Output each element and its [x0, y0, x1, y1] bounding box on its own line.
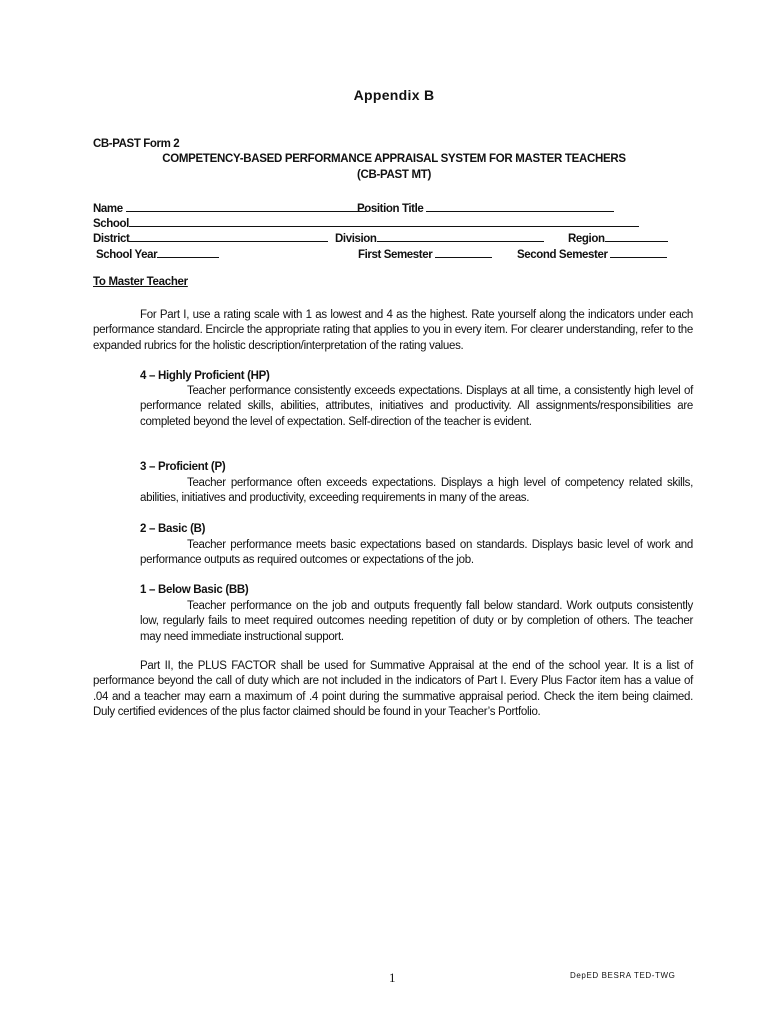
- intro-text: For Part I, use a rating scale with 1 as lowest and 4 as the highest. Rate yourself along the indicators under each performance standard. Encircle the appropriate rating that applies to you in every item. For clearer understanding, refer to the expanded rubrics for the holistic description/interpretation of the rating values.: [93, 309, 693, 352]
- first-semester-blank: [435, 246, 492, 258]
- level-4-text: Teacher performance consistently exceeds expectations. Displays at all time, a consistently high level of performance related skills, abilities, attributes, initiatives and productivity. All assignments/responsibilities are completed beyond the level of expectation. Self-direction of the teacher is evident.: [140, 385, 693, 428]
- school-blank: [129, 215, 639, 227]
- school-year-blank: [157, 246, 219, 258]
- first-semester-field: [358, 246, 492, 261]
- level-1-heading: 1 – Below Basic (BB): [140, 584, 249, 596]
- position-title-field: [357, 200, 614, 215]
- level-3-heading: 3 – Proficient (P): [140, 461, 226, 473]
- school-field: [93, 215, 639, 230]
- level-1-description: [140, 599, 693, 645]
- district-field: [93, 230, 328, 245]
- second-semester-field: [517, 246, 667, 261]
- position-title-label: Position Title: [357, 203, 424, 215]
- district-label: District: [93, 233, 130, 245]
- region-blank: [605, 230, 668, 242]
- division-blank: [377, 230, 544, 242]
- intro-paragraph: [93, 308, 693, 354]
- region-field: [568, 230, 668, 245]
- footer-org: DepED BESRA TED-TWG: [570, 971, 676, 980]
- school-year-label: School Year: [96, 249, 158, 261]
- school-year-field: [96, 246, 219, 261]
- division-label: Division: [335, 233, 377, 245]
- name-field: [93, 200, 366, 215]
- first-semester-label: First Semester: [358, 249, 433, 261]
- level-2-heading: 2 – Basic (B): [140, 523, 206, 535]
- level-3-description: [140, 476, 693, 507]
- page-number: 1: [389, 970, 396, 985]
- school-label: School: [93, 218, 129, 230]
- second-semester-blank: [610, 246, 667, 258]
- level-2-description: [140, 538, 693, 569]
- level-2-text: Teacher performance meets basic expectations based on standards. Displays basic level of work and performance outputs as required outcomes or expectations of the job.: [140, 539, 693, 567]
- part2-paragraph: [93, 659, 693, 721]
- name-blank: [126, 200, 366, 212]
- form-label: CB-PAST Form 2: [93, 138, 180, 150]
- division-field: [335, 230, 544, 245]
- system-subtitle: (CB-PAST MT): [356, 169, 432, 181]
- part2-text: Part II, the PLUS FACTOR shall be used for Summative Appraisal at the end of the school year. It is a list of performance beyond the call of duty which are not included in the indicators of Part I. Every Plus Factor item has a value of .04 and a teacher may earn a maximum of .4 point during the summative appraisal period. Check the item being claimed. Duly certified evidences of the plus factor claimed should be found in your Teacher’s Portfolio.: [93, 660, 693, 719]
- region-label: Region: [568, 233, 605, 245]
- district-blank: [129, 230, 328, 242]
- level-3-text: Teacher performance often exceeds expectations. Displays a high level of competency related skills, abilities, initiatives and productivity, exceeding requirements in many of the areas.: [140, 477, 693, 505]
- appendix-title: Appendix B: [353, 87, 435, 103]
- position-title-blank: [426, 200, 614, 212]
- level-4-heading: 4 – Highly Proficient (HP): [140, 370, 270, 382]
- name-label: Name: [93, 203, 123, 215]
- section-heading: To Master Teacher: [93, 276, 188, 288]
- system-title: COMPETENCY-BASED PERFORMANCE APPRAISAL SYSTEM FOR MASTER TEACHERS: [162, 153, 626, 165]
- second-semester-label: Second Semester: [517, 249, 608, 261]
- level-1-text: Teacher performance on the job and outputs frequently fall below standard. Work outputs consistently low, regularly fails to meet required outcomes needing repetition of duty or by completion of others. The teacher may need immediate instructional support.: [140, 600, 693, 643]
- level-4-description: [140, 384, 693, 430]
